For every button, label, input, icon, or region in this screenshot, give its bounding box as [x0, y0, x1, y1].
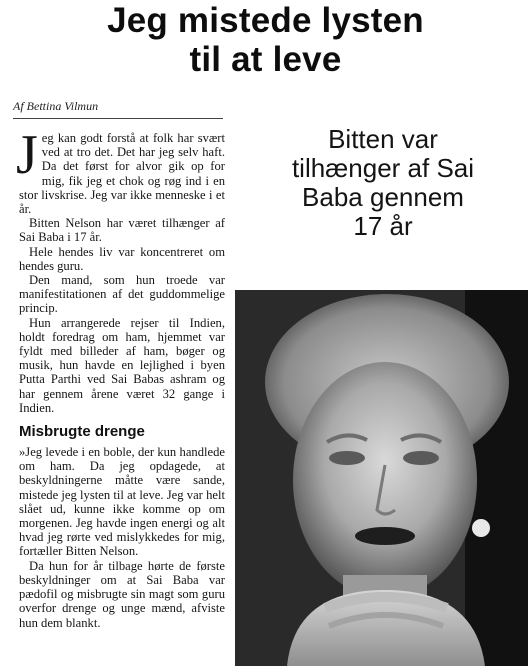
- article-paragraph: [16, 124, 225, 217]
- article-paragraph: Da hun for år tilbage hørte de første beskyldninger om at Sai Baba var pædofil og misbrugte sin magt som guru overfor drenge og unge mænd, afviste hun dem blankt.: [19, 558, 225, 630]
- article-body: [16, 124, 225, 630]
- article-paragraph: Bitten Nelson har været tilhænger af Sai Baba i 17 år.: [19, 216, 225, 245]
- pull-quote-line: Bitten var: [328, 124, 438, 154]
- pull-quote-line: Baba gennem: [302, 182, 464, 212]
- pull-quote-line: 17 år: [353, 211, 413, 241]
- article-paragraph: »Jeg levede i en boble, der kun handlede om ham. Da jeg opdagede, at beskyldningerne måtte være sande, mistede jeg lysten til at leve. Jeg var helt slået ud, kunne ikke komme op om morgenen. Jeg havde ingen energi og alt hvad jeg rørte ved mislykkedes for mig, fortæller Bitten Nelson.: [19, 445, 225, 559]
- article-paragraph: Hele hendes liv var koncentreret om hendes guru.: [19, 244, 225, 273]
- section-subhead: Misbrugte drenge: [19, 423, 145, 441]
- portrait-photo: [235, 290, 528, 666]
- article-paragraph: Den mand, som hun troede var manifestitationen af det guddommelige princip.: [19, 273, 225, 316]
- pull-quote: [238, 125, 528, 241]
- article-paragraph-text: eg kan godt forstå at folk har svært ved at tro det. Det har jeg selv haft. Da det først for alvor gik op for mig, fik jeg et chok og røg ind i en stor livskrise. Jeg var ikke menneske i et år.: [19, 131, 225, 217]
- byline: Af Bettina Vilmun: [13, 99, 99, 113]
- article-paragraph: Hun arrangerede rejser til Indien, holdt foredrag om ham, hjemmet var fyldt med billeder af ham, bøger og musik, hun havde en lejlighed i byen Putta Parthi ved Sai Babas ashram og har gennem årene været 32 gange i Indien.: [19, 315, 225, 415]
- headline-line-1: Jeg mistede lysten: [107, 1, 424, 40]
- byline-divider: [13, 118, 223, 119]
- portrait-illustration: [235, 290, 528, 666]
- headline-line-2: til at leve: [189, 40, 342, 79]
- pull-quote-line: tilhænger af Sai: [291, 153, 475, 183]
- drop-cap: J: [16, 124, 38, 186]
